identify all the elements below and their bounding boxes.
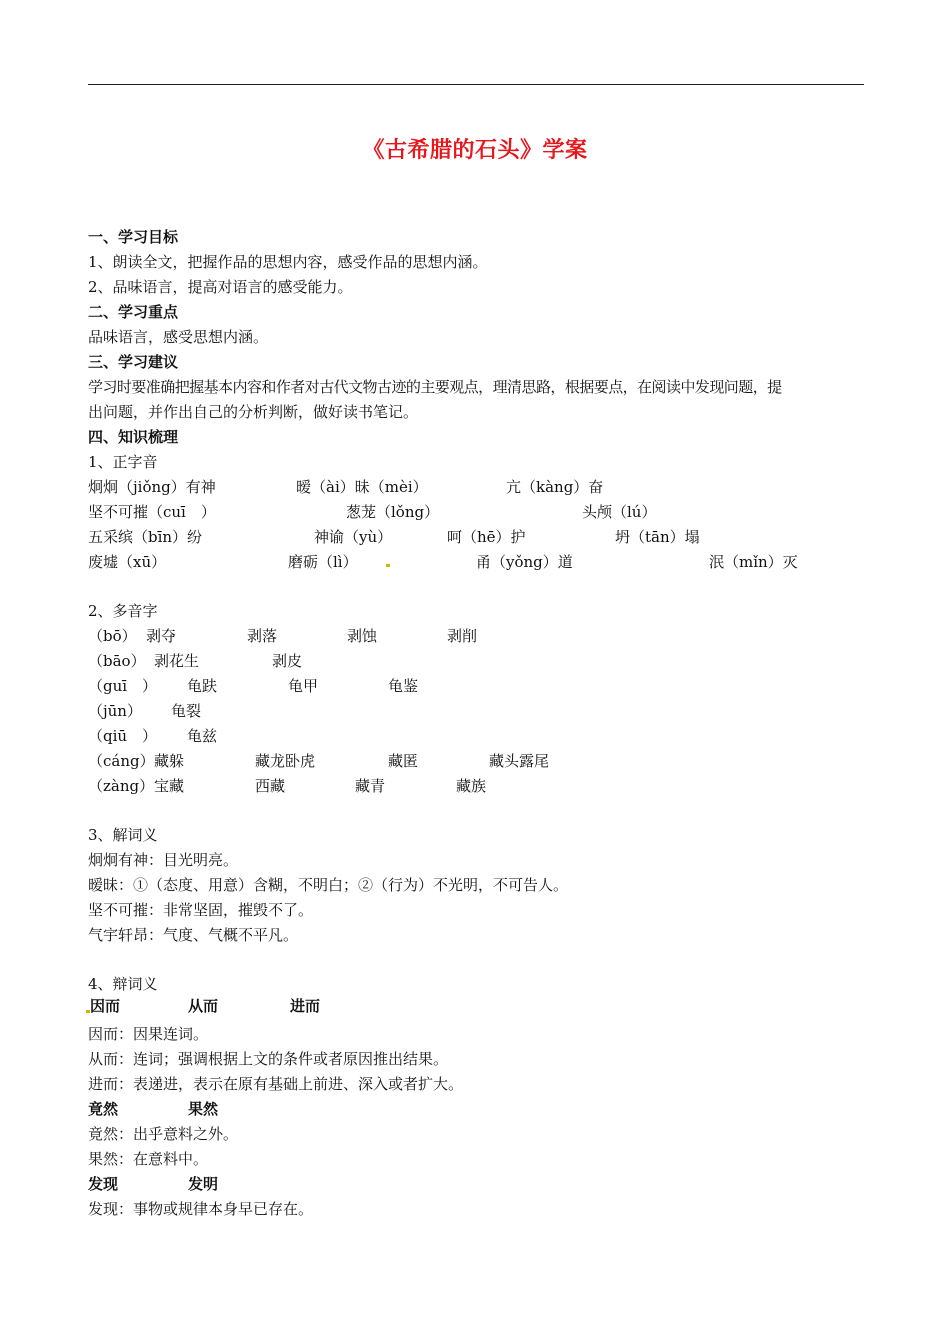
group-word: 发明 xyxy=(188,1175,219,1193)
group-word: 进而 xyxy=(290,997,321,1015)
polyphonic-word: 宝藏 xyxy=(154,777,185,795)
header-rule xyxy=(88,84,864,85)
polyphonic-word: 藏族 xyxy=(456,777,487,795)
pronunciation-row xyxy=(88,501,864,523)
polyphonic-row xyxy=(88,750,864,772)
polyphonic-word: 藏头露尾 xyxy=(489,752,550,770)
word-group-heading xyxy=(88,1173,864,1195)
pronunciation-entry: 炯炯（jiǒng）有神 xyxy=(88,478,216,496)
pronunciation-row xyxy=(88,551,864,573)
polyphonic-row xyxy=(88,625,864,647)
pronunciation-entry: 泯（mǐn）灭 xyxy=(709,553,798,571)
pronunciation-entry: 甬（yǒng）道 xyxy=(476,553,573,571)
pronunciation-entry: 坚不可摧（cuī ） xyxy=(88,503,216,521)
polyphonic-row xyxy=(88,675,864,697)
section-heading-suggestions: 三、学习建议 xyxy=(88,353,179,371)
polyphonic-word: 龟裂 xyxy=(171,702,202,720)
section-heading-knowledge: 四、知识梳理 xyxy=(88,428,179,446)
group-word: 从而 xyxy=(188,997,219,1015)
polyphonic-row xyxy=(88,725,864,747)
word-group-heading xyxy=(88,995,864,1017)
subheading-distinguish: 4、辩词义 xyxy=(88,975,158,993)
group-word: 因而 xyxy=(90,997,121,1015)
group-word: 果然 xyxy=(188,1100,219,1118)
polyphonic-word: 藏匿 xyxy=(388,752,419,770)
polyphonic-reading: （guī ） xyxy=(88,677,158,695)
subheading-meaning: 3、解词义 xyxy=(88,826,158,844)
focus-text: 品味语言，感受思想内涵。 xyxy=(88,328,269,346)
polyphonic-word: 剥皮 xyxy=(272,652,303,670)
polyphonic-word: 藏躲 xyxy=(154,752,185,770)
pronunciation-entry: 废墟（xū） xyxy=(88,553,167,571)
section-heading-focus: 二、学习重点 xyxy=(88,303,179,321)
pronunciation-entry: 坍（tān）塌 xyxy=(615,528,700,546)
pronunciation-entry: 暧（ài）昧（mèi） xyxy=(296,478,428,496)
group-word: 竟然 xyxy=(88,1100,119,1118)
polyphonic-word: 龟鉴 xyxy=(388,677,419,695)
goal-item: 2、品味语言，提高对语言的感受能力。 xyxy=(88,278,353,296)
suggestion-line: 出问题，并作出自己的分析判断，做好读书笔记。 xyxy=(88,403,419,421)
pronunciation-row xyxy=(88,526,864,548)
stray-mark xyxy=(86,1010,90,1013)
pronunciation-entry: 头颅（lú） xyxy=(582,503,657,521)
polyphonic-reading: （bāo） xyxy=(88,652,146,670)
polyphonic-word: 剥夺 xyxy=(146,627,177,645)
subheading-polyphonic: 2、多音字 xyxy=(88,602,158,620)
polyphonic-reading: （qiū ） xyxy=(88,727,158,745)
pronunciation-entry: 神谕（yù） xyxy=(314,528,393,546)
polyphonic-word: 剥花生 xyxy=(154,652,200,670)
polyphonic-reading: （cáng） xyxy=(88,752,155,770)
distinguish-item: 从而：连词；强调根据上文的条件或者原因推出结果。 xyxy=(88,1050,449,1068)
polyphonic-reading: （zàng） xyxy=(88,777,155,795)
meaning-item: 暧昧：①（态度、用意）含糊，不明白；②（行为）不光明，不可告人。 xyxy=(88,876,569,894)
distinguish-item: 发现：事物或规律本身早已存在。 xyxy=(88,1200,314,1218)
distinguish-item: 因而：因果连词。 xyxy=(88,1025,209,1043)
pronunciation-entry: 亢（kàng）奋 xyxy=(506,478,604,496)
distinguish-item: 竟然：出乎意料之外。 xyxy=(88,1125,239,1143)
polyphonic-word: 剥蚀 xyxy=(347,627,378,645)
pronunciation-entry: 五采缤（bīn）纷 xyxy=(88,528,203,546)
polyphonic-word: 龟甲 xyxy=(288,677,319,695)
polyphonic-row xyxy=(88,775,864,797)
polyphonic-word: 剥落 xyxy=(247,627,278,645)
polyphonic-word: 龟趺 xyxy=(187,677,218,695)
group-word: 发现 xyxy=(88,1175,119,1193)
polyphonic-word: 龟兹 xyxy=(187,727,218,745)
polyphonic-word: 剥削 xyxy=(447,627,478,645)
meaning-item: 炯炯有神：目光明亮。 xyxy=(88,851,239,869)
polyphonic-word: 藏龙卧虎 xyxy=(255,752,316,770)
polyphonic-row xyxy=(88,700,864,722)
suggestion-line: 学习时要准确把握基本内容和作者对古代文物古迹的主要观点，理清思路，根据要点，在阅读中发现问题，提 xyxy=(88,378,782,396)
goal-item: 1、朗读全文，把握作品的思想内容，感受作品的思想内涵。 xyxy=(88,253,488,271)
subheading-pronunciation: 1、正字音 xyxy=(88,453,158,471)
pronunciation-entry: 磨砺（lì） xyxy=(288,553,358,571)
polyphonic-reading: （jūn） xyxy=(88,702,142,720)
polyphonic-reading: （bō） xyxy=(88,627,137,645)
pronunciation-row xyxy=(88,476,864,498)
distinguish-item: 进而：表递进，表示在原有基础上前进、深入或者扩大。 xyxy=(88,1075,464,1093)
pronunciation-entry: 葱茏（lǒng） xyxy=(346,503,440,521)
page-title: 《古希腊的石头》学案 xyxy=(362,138,588,163)
polyphonic-word: 藏青 xyxy=(355,777,386,795)
distinguish-item: 果然：在意料中。 xyxy=(88,1150,209,1168)
meaning-item: 气宇轩昂：气度、气概不平凡。 xyxy=(88,926,299,944)
word-group-heading xyxy=(88,1098,864,1120)
section-heading-goals: 一、学习目标 xyxy=(88,228,179,246)
stray-mark xyxy=(386,564,390,567)
polyphonic-word: 西藏 xyxy=(255,777,286,795)
pronunciation-entry: 呵（hē）护 xyxy=(447,528,526,546)
polyphonic-row xyxy=(88,650,864,672)
meaning-item: 坚不可摧：非常坚固，摧毁不了。 xyxy=(88,901,314,919)
